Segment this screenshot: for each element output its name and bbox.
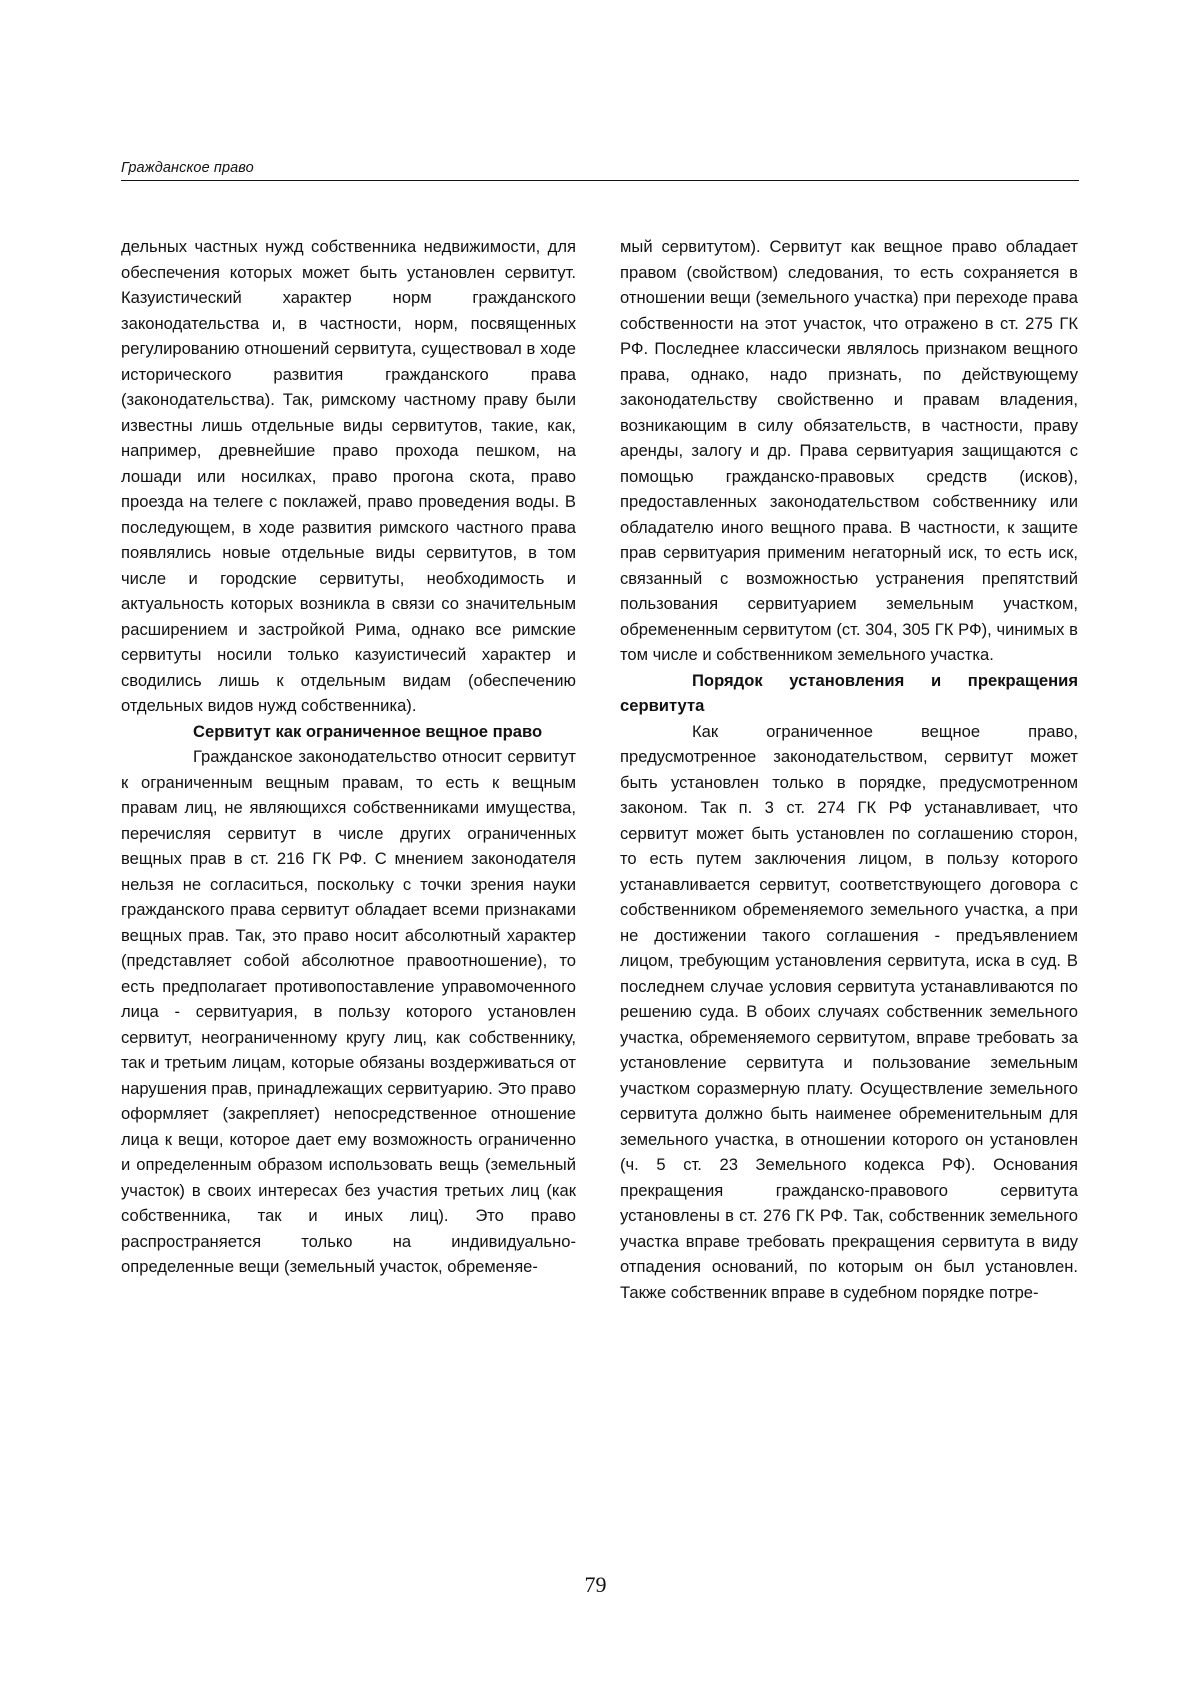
left-column xyxy=(121,234,576,1280)
running-header: Гражданское право xyxy=(121,160,254,176)
paragraph: Гражданское законодательство относит сервитут к ограниченным вещным правам, то есть к вещным правам лиц, не являющихся собственниками имущества, перечисляя сервитут в числе других ограниченных вещных прав в ст. 216 ГК РФ. С мнением законодателя нельзя не согласиться, поскольку с точки зрения науки гражданского права сервитут обладает всеми признаками вещных прав. Так, это право носит абсолютный характер (представляет собой абсолютное правоотношение), то есть предполагает противопоставление управомоченного лица - сервитуария, в пользу которого установлен сервитут, неограниченному кругу лиц, как собственнику, так и третьим лицам, которые обязаны воздерживаться от нарушения прав, принадлежащих сервитуарию. Это право оформляет (закрепляет) непосредственное отношение лица к вещи, которое дает ему возможность ограниченно и определенным образом использовать вещь (земельный участок) в своих интересах без участия третьих лиц (как собственника, так и иных лиц). Это право распространяется только на индивидуально-определенные вещи (земельный участок, обременяе- xyxy=(121,747,576,1276)
paragraph: дельных частных нужд собственника недвижимости, для обеспечения которых может быть установлен сервитут. Казуистический характер норм гражданского законодательства и, в частности, норм, посвященных регулированию отношений сервитута, существовал в ходе исторического развития гражданского права (законодательства). Так, римскому частному праву были известны лишь отдельные виды сервитутов, такие, как, например, древнейшие право прохода пешком, на лошади или носилках, право прогона скота, право проезда на телеге с поклажей, право проведения воды. В последующем, в ходе развития римского частного права появлялись новые отдельные виды сервитутов, в том числе и городские сервитуты, необходимость и актуальность которых возникла в связи со значительным расширением и застройкой Рима, однако все римские сервитуты носили только казуистичесий характер и сводились лишь к отдельным видам (обеспечению отдельных видов нужд собственника). xyxy=(121,237,576,715)
paragraph: Как ограниченное вещное право, предусмотренное законодательством, сервитут может быть установлен только в порядке, предусмотренном законом. Так п. 3 ст. 274 ГК РФ устанавливает, что сервитут может быть установлен по соглашению сторон, то есть путем заключения лицом, в пользу которого устанавливается сервитут, соответствующего договора с собственником обременяемого земельного участка, а при не достижении такого соглашения - предъявлением лицом, требующим установления сервитута, иска в суд. В последнем случае условия сервитута устанавливаются по решению суда. В обоих случаях собственник земельного участка, обременяемого сервитутом, вправе требовать за установление сервитута и пользование земельным участком соразмерную плату. Осуществление земельного сервитута должно быть наименее обременительным для земельного участка, в отношении которого он установлен (ч. 5 ст. 23 Земельного кодекса РФ). Основания прекращения гражданско-правового сервитута установлены в ст. 276 ГК РФ. Так, собственник земельного участка вправе требовать прекращения сервитута в виду отпадения оснований, по которым он был установлен. Также собственник вправе в судебном порядке потре- xyxy=(620,721,1078,1302)
page-number: 79 xyxy=(584,1572,607,1597)
header-rule xyxy=(121,180,1079,181)
paragraph: мый сервитутом). Сервитут как вещное право обладает правом (свойством) следования, то есть сохраняется в отношении вещи (земельного участка) при переходе права собственности на этот участок, что отражено в ст. 275 ГК РФ. Последнее классически являлось признаком вещного права, однако, надо признать, по действующему законодательству свойственно и правам владения, возникающим в силу обязательств, в частности, праву аренды, залогу и др. Права сервитуария защищаются с помощью гражданско-правовых средств (исков), предоставленных законодательством собственнику или обладателю иного вещного права. В частности, к защите прав сервитуария применим негаторный иск, то есть иск, связанный с возможностью устранения препятствий пользования сервитуарием земельным участком, обремененным сервитутом (ст. 304, 305 ГК РФ), чинимых в том числе и собственником земельного участка. xyxy=(620,237,1078,664)
section-heading: Порядок установления и прекращения сервитута xyxy=(620,670,1078,715)
right-column xyxy=(620,234,1078,1305)
section-heading: Сервитут как ограниченное вещное право xyxy=(193,721,543,741)
